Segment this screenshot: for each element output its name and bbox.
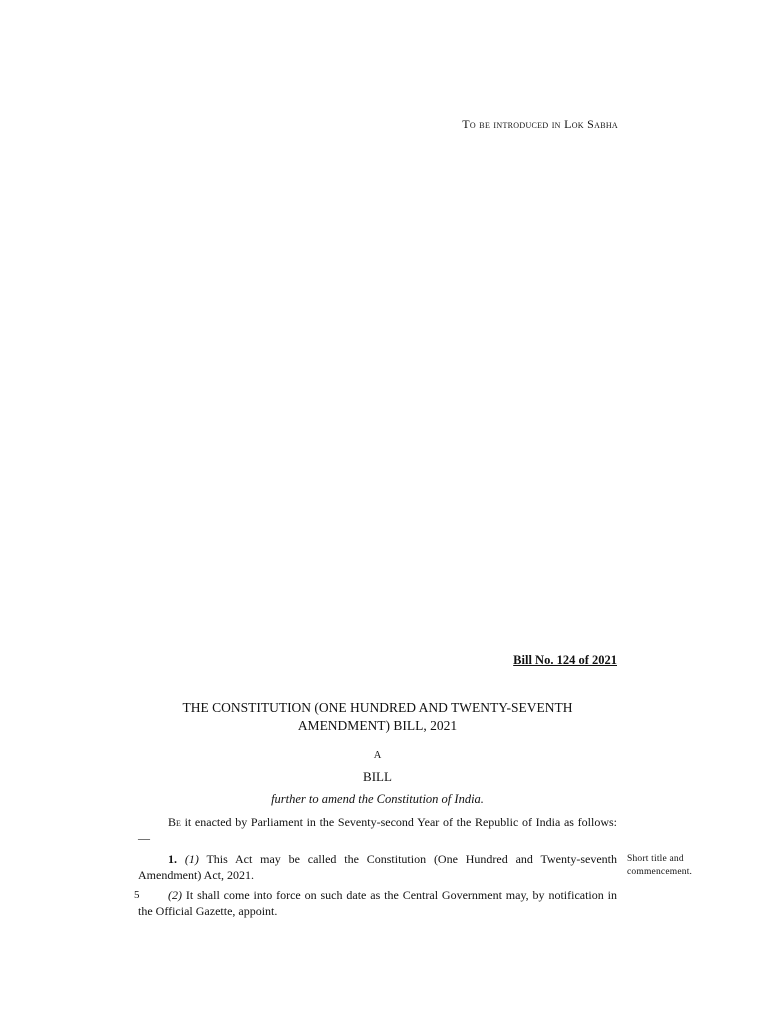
bill-title <box>138 699 617 735</box>
bill-subtitle: further to amend the Constitution of India. <box>271 792 484 806</box>
sub-section-number: (2) <box>168 888 182 902</box>
section-number: 1. <box>168 852 177 866</box>
section-1-clause-2 <box>138 888 617 919</box>
article-a: A <box>373 750 382 761</box>
enacting-clause-text: it enacted by Parliament in the Seventy-second Year of the Republic of India as follows:— <box>138 815 617 845</box>
bill-title-line-1: THE CONSTITUTION (ONE HUNDRED AND TWENTY-SEVENTH <box>182 700 573 715</box>
enacting-clause-first-word: Be <box>168 815 181 829</box>
sub-section-number: (1) <box>184 852 199 866</box>
marginal-note: Short title and commencement. <box>627 854 693 877</box>
bill-heading: BILL <box>363 769 392 784</box>
section-1-clause-1-text: This Act may be called the Constitution (One Hundred and Twenty-seventh Amendment) Act, 2021. <box>138 852 617 882</box>
enacting-clause <box>138 815 617 846</box>
section-1-clause-1 <box>138 852 617 883</box>
bill-title-line-2: AMENDMENT) BILL, 2021 <box>297 718 458 733</box>
section-1-clause-2-text: It shall come into force on such date as the Central Government may, by notification in the Official Gazette, appoint. <box>138 888 617 918</box>
line-number: 5 <box>134 889 140 901</box>
introduction-note: To be introduced in Lok Sabha <box>462 117 618 131</box>
bill-number: Bill No. 124 of 2021 <box>513 653 617 667</box>
